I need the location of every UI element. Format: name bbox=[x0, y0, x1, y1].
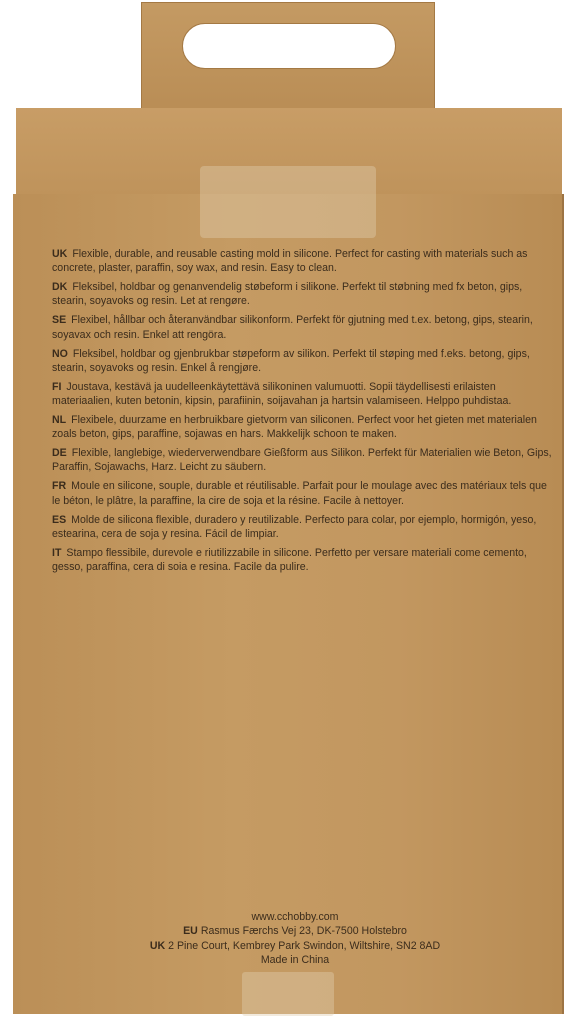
description-no: NO Fleksibel, holdbar og gjenbrukbar støpeform av silikon. Perfekt til støping med f.eks. betong, gips, stearin, soyavoks og resin. Enkel å rengjøre. bbox=[52, 347, 530, 374]
tape-strip-top bbox=[200, 166, 376, 238]
uk-address-line: UK 2 Pine Court, Kembrey Park Swindon, Wiltshire, SN2 8AD bbox=[149, 939, 441, 952]
description-it: IT Stampo flessibile, durevole e riutilizzabile in silicone. Perfetto per versare materiali come cemento, gesso, paraffina, cera di soia e resina. Facile da pulire. bbox=[52, 546, 527, 574]
website: www.cchobby.com bbox=[251, 911, 339, 923]
tape-strip-bottom bbox=[242, 972, 334, 1016]
country-of-origin: Made in China bbox=[260, 954, 330, 967]
eu-address-line: EU Rasmus Færchs Vej 23, DK-7500 Holstebro bbox=[183, 925, 407, 938]
description-nl: NL Flexibele, duurzame en herbruikbare gietvorm van siliconen. Perfect voor het gieten met materialen zoals beton, gips, paraffine, sojawas en hars. Makkelijk schoon te maken. bbox=[52, 414, 537, 441]
hang-hole bbox=[182, 23, 396, 69]
multilingual-description bbox=[52, 247, 552, 579]
description-dk: DK Fleksibel, holdbar og genanvendelig støbeform i silikone. Perfekt til støbning med fx beton, gips, stearin, soyavoks og resin. Let at rengøre. bbox=[52, 281, 523, 308]
description-de: DE Flexible, langlebige, wiederverwendbare Gießform aus Silikon. Perfekt für Materialien wie Beton, Gips, Paraffin, Sojawachs, Harz. Leicht zu säubern. bbox=[52, 447, 552, 474]
description-fi: FI Joustava, kestävä ja uudelleenkäytettävä silikoninen valumuotti. Sopii täydellisesti erilaisten materiaalien, kuten betonin, kipsin, parafiinin, soijavahan ja hartsin valamiseen. Helppo puhdistaa. bbox=[52, 380, 512, 408]
hang-tab bbox=[141, 2, 435, 114]
description-se: SE Flexibel, hållbar och återanvändbar silikonform. Perfekt för gjutning med t.ex. betong, gips, stearin, soyavax och resin. Enkel att rengöra. bbox=[52, 314, 533, 341]
description-uk: UK Flexible, durable, and reusable casting mold in silicone. Perfect for casting with materials such as concrete, plaster, paraffin, soy wax, and resin. Easy to clean. bbox=[52, 248, 528, 275]
description-fr: FR Moule en silicone, souple, durable et réutilisable. Parfait pour le moulage avec des matériaux tels que le béton, le plâtre, la paraffine, la cire de soja et la résine. Facile à nettoyer. bbox=[52, 480, 547, 507]
description-es: ES Molde de silicona flexible, duradero y reutilizable. Perfecto para colar, por ejemplo, hormigón, yeso, estearina, cera de soja y resina. Fácil de limpiar. bbox=[52, 513, 537, 540]
manufacturer-info bbox=[140, 910, 450, 968]
